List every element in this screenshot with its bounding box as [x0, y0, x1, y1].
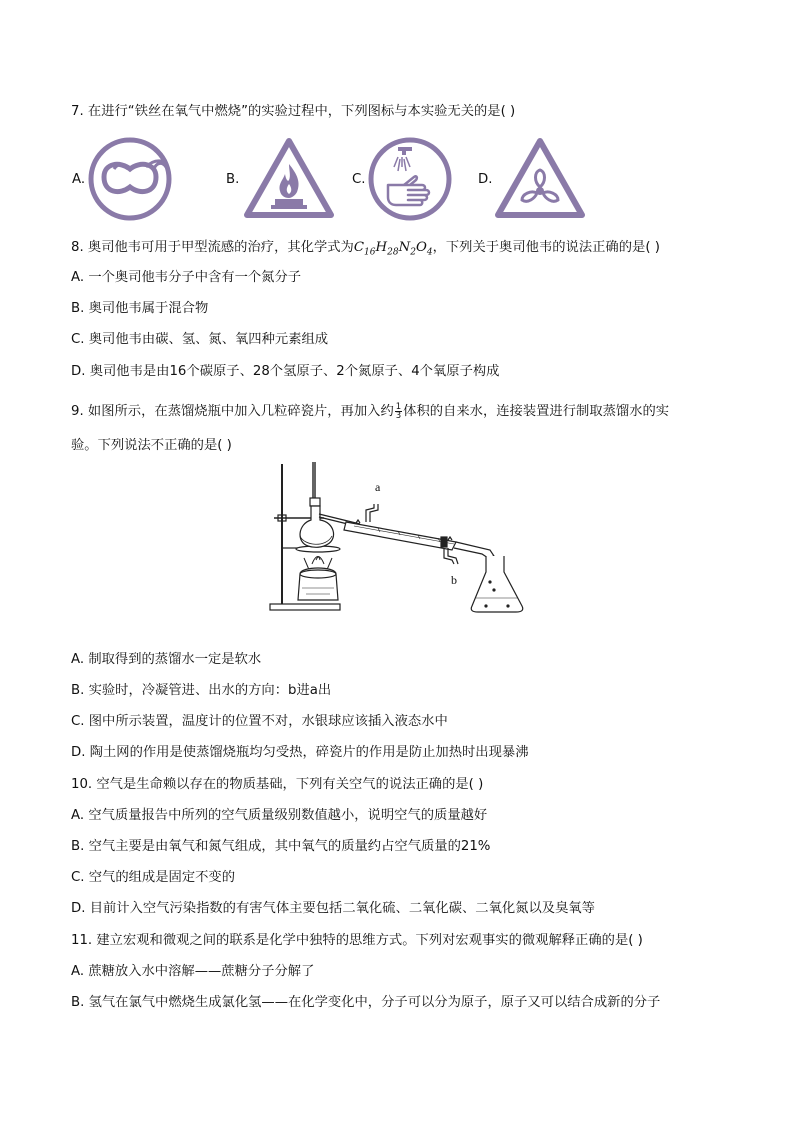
- q8-option-b: B. 奥司他韦属于混合物: [71, 301, 209, 316]
- formula-n: N: [398, 240, 411, 255]
- flame-warning-icon: [243, 136, 335, 220]
- q11-option-a: A. 蔗糖放入水中溶解——蔗糖分子分解了: [71, 964, 315, 979]
- q11-option-b: B. 氢气在氯气中燃烧生成氯化氢——在化学变化中，分子可以分为原子，原子又可以结合成新的分子: [71, 995, 661, 1010]
- q9-option-c: C. 图中所示装置，温度计的位置不对，水银球应该插入液态水中: [71, 714, 448, 729]
- q7-option-d-label: D.: [478, 172, 493, 187]
- fraction-denominator: 3: [395, 410, 402, 421]
- formula-h: H: [375, 240, 388, 255]
- formula-n-sub: 2: [410, 247, 416, 258]
- formula-h-sub: 28: [387, 247, 399, 258]
- q8-formula: [353, 240, 433, 258]
- formula-o: O: [415, 240, 427, 255]
- formula-c-sub: 16: [364, 247, 376, 258]
- q9-option-d: D. 陶土网的作用是使蒸馏烧瓶均匀受热，碎瓷片的作用是防止加热时出现暴沸: [71, 745, 529, 760]
- q9-stem-before: 9. 如图所示，在蒸馏烧瓶中加入几粒碎瓷片，再加入约: [71, 404, 394, 419]
- q10-option-a: A. 空气质量报告中所列的空气质量级别数值越小，说明空气的质量越好: [71, 808, 488, 823]
- hand-wash-icon: [368, 137, 452, 221]
- q7-stem: 7. 在进行“铁丝在氧气中燃烧”的实验过程中，下列图标与本实验无关的是( ): [71, 104, 516, 119]
- condenser-label-b: b: [451, 573, 457, 587]
- q8-option-d: D. 奥司他韦是由16个碳原子、28个氢原子、2个氮原子、4个氧原子构成: [71, 364, 500, 379]
- q8-stem: [71, 238, 660, 263]
- q7-option-b-label: B.: [226, 172, 240, 187]
- q9-option-a: A. 制取得到的蒸馏水一定是软水: [71, 652, 262, 667]
- q9-stem-after: 体积的自来水，连接装置进行制取蒸馏水的实: [403, 404, 670, 419]
- distillation-apparatus-diagram: [268, 460, 530, 616]
- q7-option-c-label: C.: [352, 172, 366, 187]
- q8-stem-before: 8. 奥司他韦可用于甲型流感的治疗，其化学式为: [71, 240, 354, 255]
- ventilation-fan-icon: [494, 136, 586, 220]
- q8-stem-after: ，下列关于奥司他韦的说法正确的是( ): [432, 240, 660, 255]
- q9-fraction: [395, 403, 402, 420]
- q10-option-d: D. 目前计入空气污染指数的有害气体主要包括二氧化硫、二氧化碳、二氧化氮以及臭氧等: [71, 901, 595, 916]
- q9-stem-line2: 验。下列说法不正确的是( ): [71, 438, 232, 453]
- condenser-label-a: a: [375, 480, 381, 494]
- q7-option-a-label: A.: [72, 172, 86, 187]
- q8-option-a: A. 一个奥司他韦分子中含有一个氮分子: [71, 270, 302, 285]
- goggles-icon: [88, 137, 172, 221]
- q10-option-b: B. 空气主要是由氧气和氮气组成，其中氧气的质量约占空气质量的21%: [71, 839, 491, 854]
- q10-option-c: C. 空气的组成是固定不变的: [71, 870, 236, 885]
- formula-c: C: [353, 240, 365, 255]
- q9-option-b: B. 实验时，冷凝管进、出水的方向：b进a出: [71, 683, 332, 698]
- q10-stem: 10. 空气是生命赖以存在的物质基础，下列有关空气的说法正确的是( ): [71, 777, 484, 792]
- q11-stem: 11. 建立宏观和微观之间的联系是化学中独特的思维方式。下列对宏观事实的微观解释正确的是( ): [71, 933, 643, 948]
- q8-option-c: C. 奥司他韦由碳、氢、氮、氧四种元素组成: [71, 332, 329, 347]
- formula-o-sub: 4: [426, 247, 433, 258]
- q9-stem-line1: [71, 402, 669, 422]
- fraction-numerator: 1: [395, 401, 402, 412]
